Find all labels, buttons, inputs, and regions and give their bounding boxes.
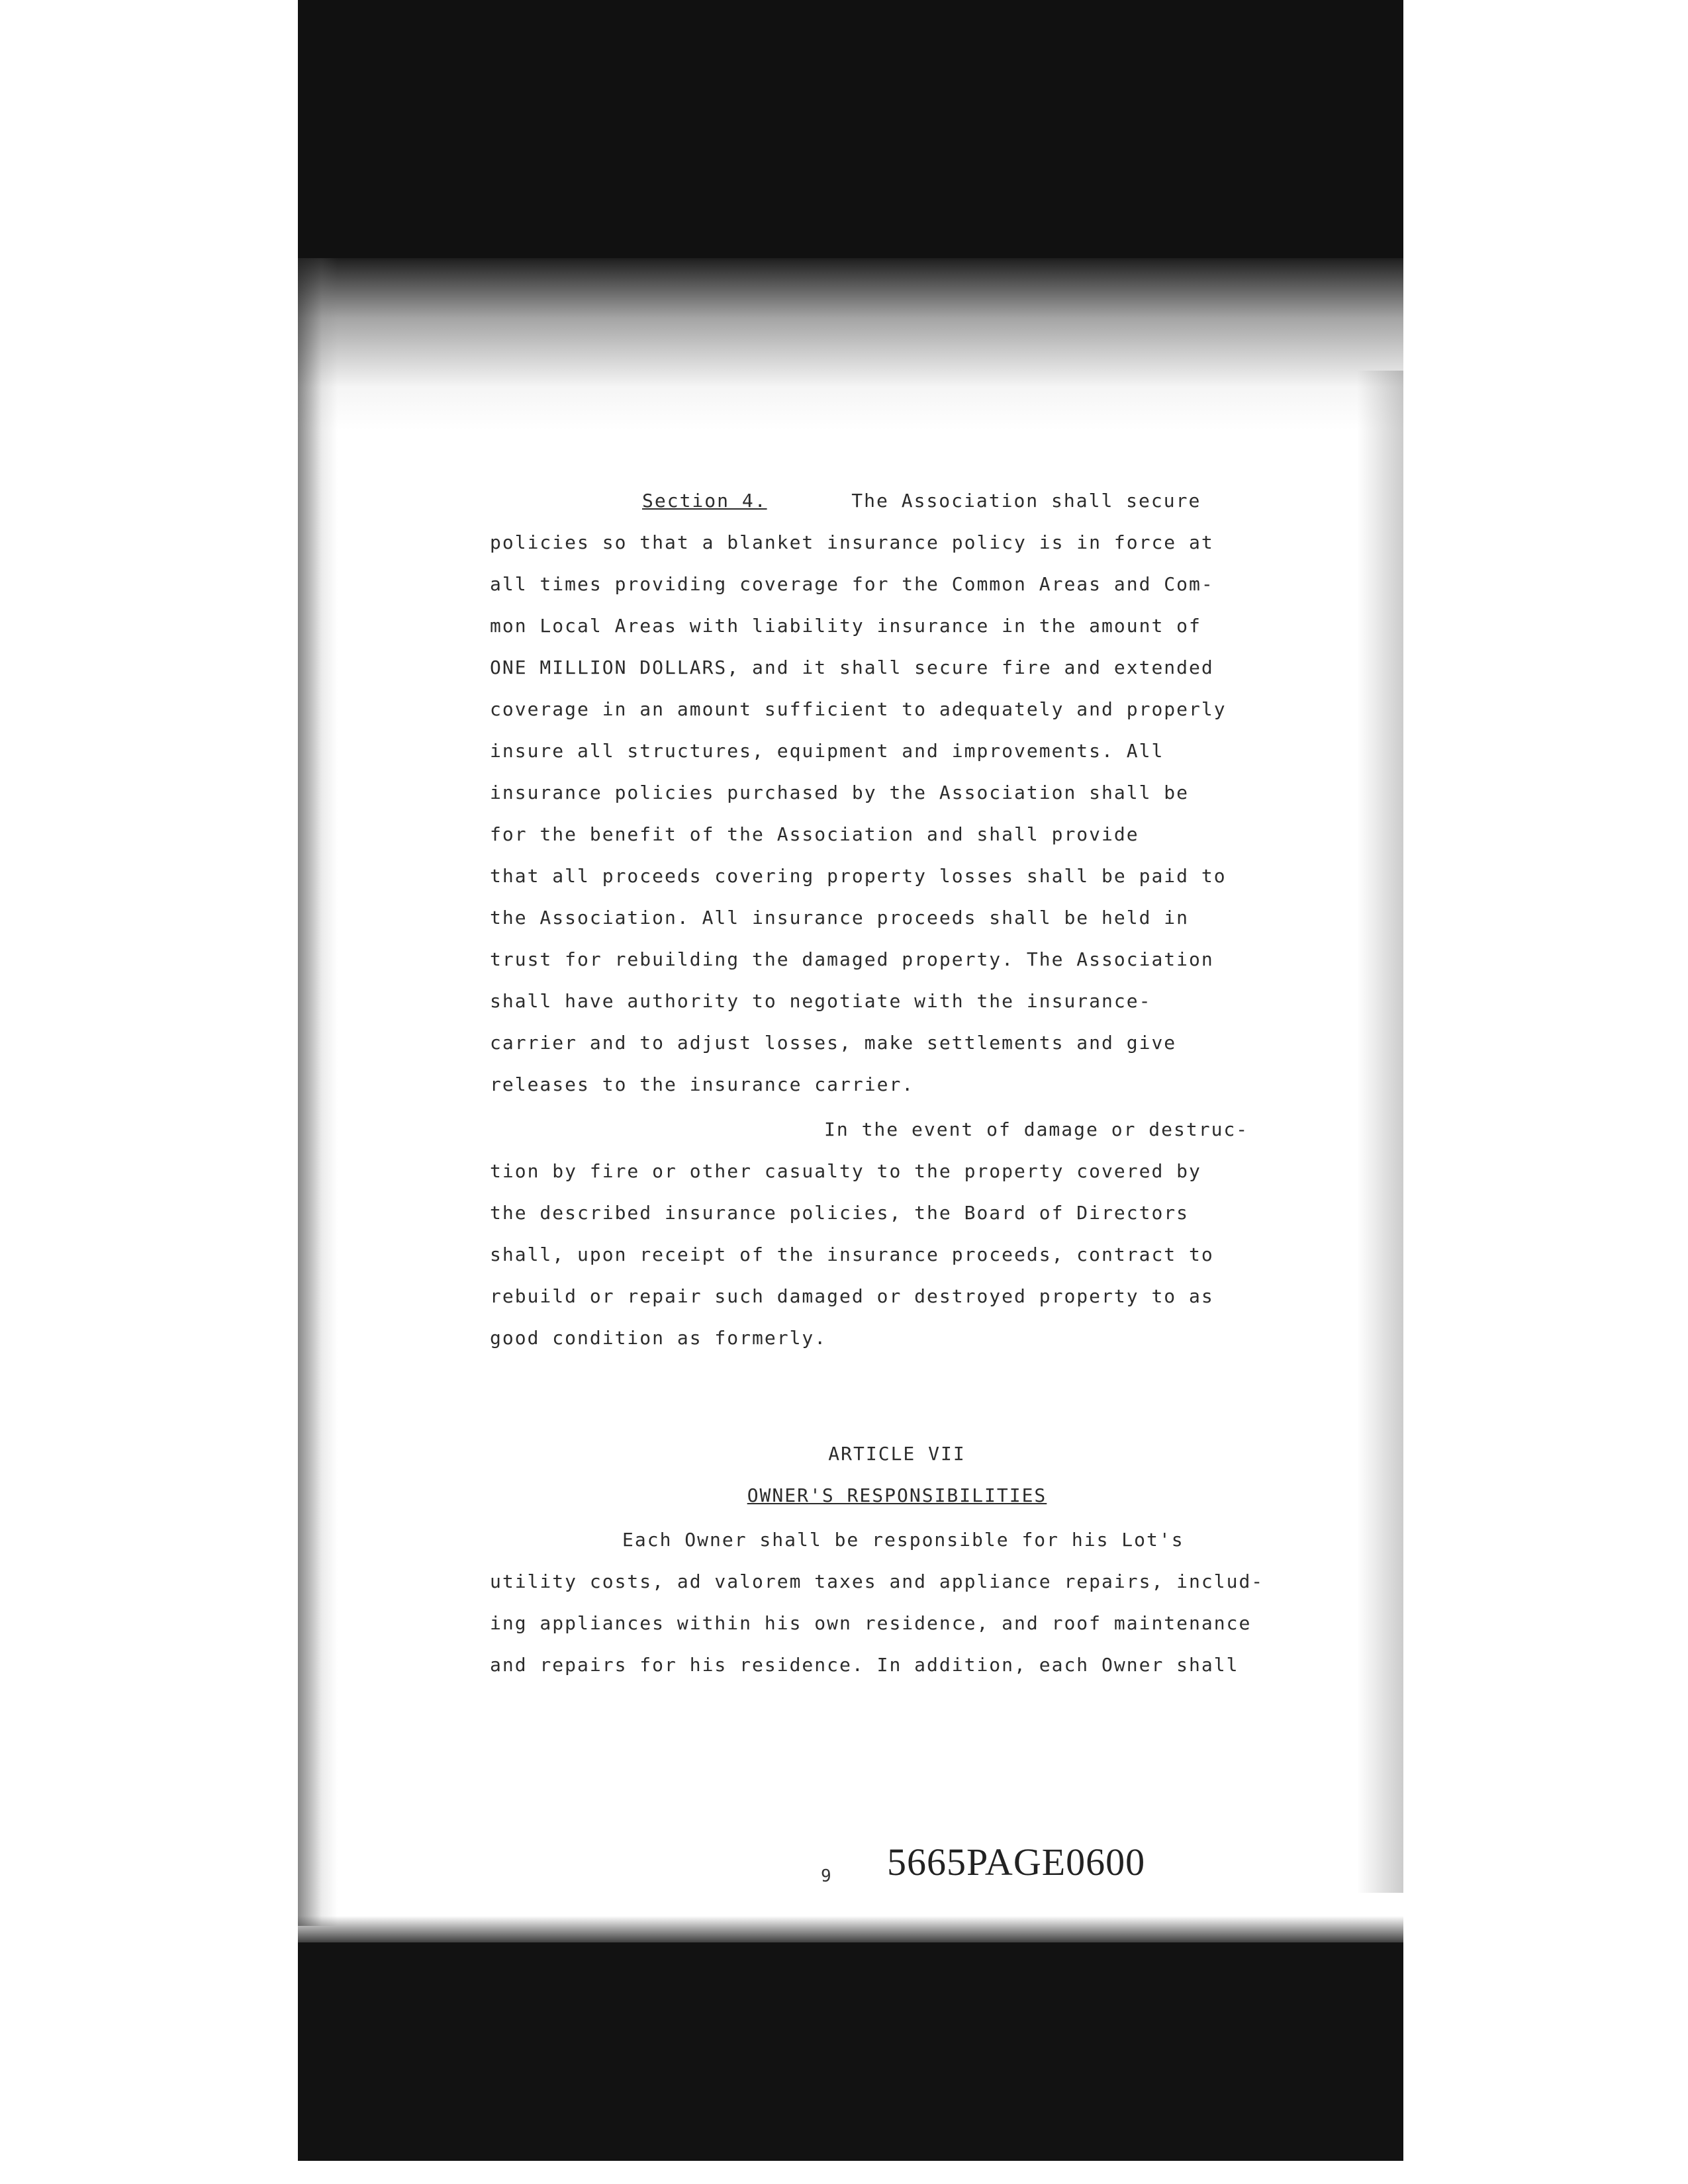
- section-line: coverage in an amount sufficient to adequately and properly: [490, 698, 1227, 720]
- paragraph-line: the described insurance policies, the Board of Directors: [490, 1202, 1190, 1224]
- book-page-stamp: 5665PAGE0600: [887, 1841, 1146, 1884]
- section-line: insure all structures, equipment and improvements. All: [490, 740, 1164, 762]
- section-line: that all proceeds covering property losses shall be paid to: [490, 865, 1227, 887]
- article-title-text: OWNER'S RESPONSIBILITIES: [747, 1484, 1047, 1506]
- page-number: 9: [821, 1866, 831, 1886]
- section-line: shall have authority to negotiate with the insurance-: [490, 990, 1152, 1012]
- section-line: the Association. All insurance proceeds shall be held in: [490, 907, 1190, 929]
- paragraph-line: shall, upon receipt of the insurance proceeds, contract to: [490, 1244, 1214, 1265]
- section-line: policies so that a blanket insurance policy is in force at: [490, 531, 1214, 553]
- article-line: utility costs, ad valorem taxes and appliance repairs, includ-: [490, 1570, 1264, 1592]
- scan-fade-bottom: [298, 1916, 1403, 1942]
- section-line: ONE MILLION DOLLARS, and it shall secure fire and extended: [490, 657, 1214, 678]
- scan-fade-top: [298, 258, 1403, 430]
- section-line: all times providing coverage for the Common Areas and Com-: [490, 573, 1214, 595]
- section-first-line: [642, 490, 1201, 512]
- paragraph-line: In the event of damage or destruc-: [824, 1118, 1249, 1140]
- article-line: and repairs for his residence. In addition, each Owner shall: [490, 1654, 1239, 1676]
- section-line: mon Local Areas with liability insurance in the amount of: [490, 615, 1201, 637]
- scan-shadow-bottom: [298, 1942, 1403, 2161]
- section-line: insurance policies purchased by the Association shall be: [490, 782, 1190, 803]
- section-line: for the benefit of the Association and shall provide: [490, 823, 1139, 845]
- scan-shadow-top: [298, 0, 1403, 258]
- article-line: ing appliances within his own residence, and roof maintenance: [490, 1612, 1252, 1634]
- section-line: releases to the insurance carrier.: [490, 1073, 915, 1095]
- article-number: ARTICLE VII: [828, 1443, 966, 1465]
- section-first-line-text: The Association shall secure: [851, 490, 1201, 512]
- section-label: Section 4.: [642, 490, 767, 512]
- article-line: Each Owner shall be responsible for his Lot's: [622, 1529, 1184, 1551]
- scan-edge-left: [298, 258, 338, 1926]
- paragraph-line: tion by fire or other casualty to the property covered by: [490, 1160, 1201, 1182]
- paragraph-line: good condition as formerly.: [490, 1327, 827, 1349]
- section-line: trust for rebuilding the damaged property. The Association: [490, 948, 1214, 970]
- paragraph-line: rebuild or repair such damaged or destroyed property to as: [490, 1285, 1214, 1307]
- section-line: carrier and to adjust losses, make settlements and give: [490, 1032, 1177, 1054]
- scan-edge-right: [1357, 371, 1403, 1893]
- article-title: [490, 1484, 1304, 1506]
